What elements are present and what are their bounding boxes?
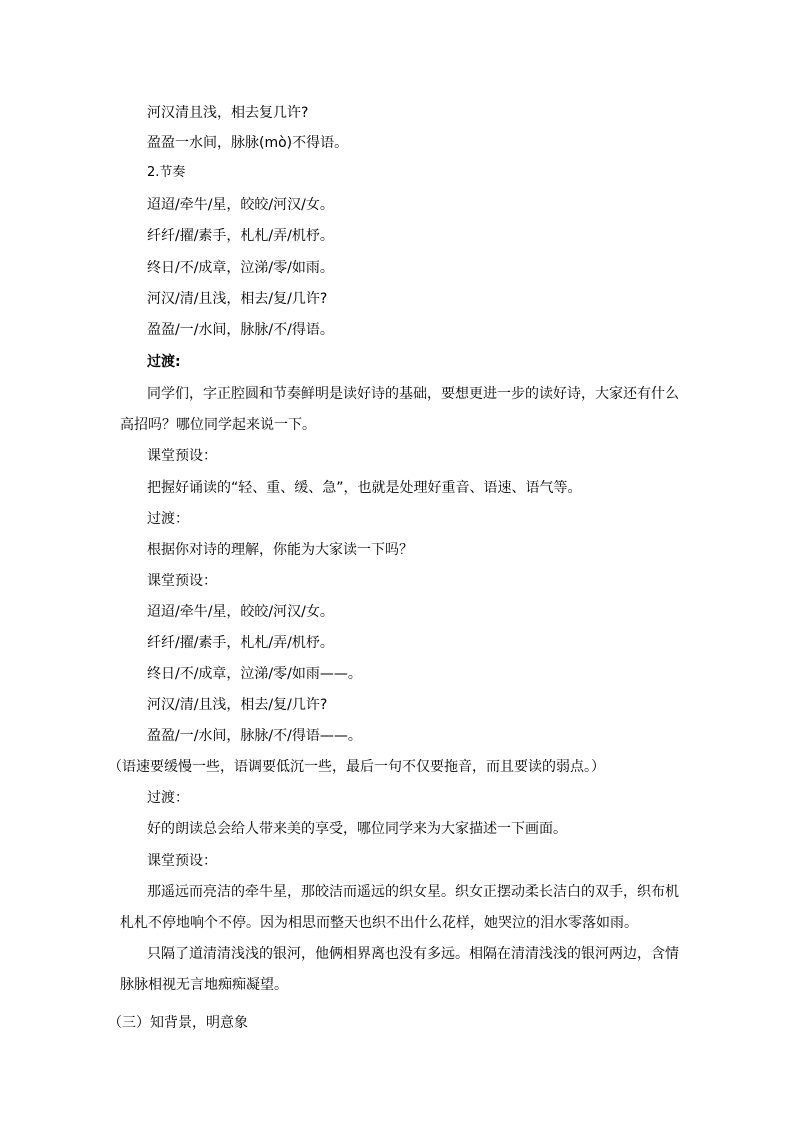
transition-label: 过渡： [147, 511, 189, 527]
paragraph-line: 只隔了道清清浅浅的银河，他俩相界离也没有多远。相隔在清清浅浅的银河两边，含情 [147, 946, 679, 962]
paragraph-line: 高招吗？哪位同学起来说一下。 [120, 417, 316, 433]
transition-label: 过渡: [147, 354, 181, 370]
poem-line: 盈盈一水间，脉脉(mò)不得语。 [147, 135, 349, 151]
paragraph-line: 札札不停地响个不停。因为相思而整天也织不出什么花样，她哭泣的泪水零落如雨。 [120, 915, 638, 931]
preset-label: 课堂预设： [147, 853, 217, 869]
section-heading: （三）知背景，明意象 [108, 1015, 248, 1031]
paragraph-line: 好的朗读总会给人带来美的享受，哪位同学来为大家描述一下画面。 [147, 821, 567, 837]
section-heading: 2.节奏 [147, 165, 186, 180]
paragraph-line: 那遥远而亮洁的牵牛星，那皎洁而遥远的织女星。织女正摆动柔长洁白的双手，织布机 [147, 884, 679, 900]
poem-line: 河汉清且浅，相去复几许? [147, 105, 309, 121]
paragraph-line: 脉脉相视无言地痴痴凝望。 [120, 977, 288, 993]
paragraph-line: 同学们，字正腔圆和节奏鲜明是读好诗的基础，要想更进一步的读好诗，大家还有什么 [147, 386, 679, 402]
reading-note: （语速要缓慢一些，语调要低沉一些，最后一句不仅要拖音，而且要读的弱点。） [108, 759, 605, 775]
preset-label: 课堂预设： [147, 448, 217, 464]
rhythm-line: 迢迢/牵牛/星，皎皎/河汉/女。 [147, 197, 334, 213]
rhythm-line: 盈盈/一/水间，脉脉/不/得语。 [147, 322, 334, 338]
rhythm-line: 终日/不/成章，泣涕/零/如雨。 [147, 260, 334, 276]
transition-label: 过渡： [147, 790, 189, 806]
reading-line: 迢迢/牵牛/星，皎皎/河汉/女。 [147, 604, 334, 620]
preset-label: 课堂预设： [147, 573, 217, 589]
reading-line: 纤纤/擢/素手，札札/弄/机杼。 [147, 635, 334, 651]
paragraph-line: 根据你对诗的理解，你能为大家读一下吗？ [147, 542, 413, 558]
reading-line: 终日/不/成章，泣涕/零/如雨——。 [147, 666, 362, 682]
reading-line: 河汉/清/且浅，相去/复/几许? [147, 697, 328, 713]
rhythm-line: 河汉/清/且浅，相去/复/几许? [147, 291, 328, 307]
reading-line: 盈盈/一/水间，脉脉/不/得语——。 [147, 728, 362, 744]
paragraph-line: 把握好诵读的“轻、重、缓、急”，也就是处理好重音、语速、语气等。 [147, 480, 582, 496]
rhythm-line: 纤纤/擢/素手，札札/弄/机杼。 [147, 228, 334, 244]
